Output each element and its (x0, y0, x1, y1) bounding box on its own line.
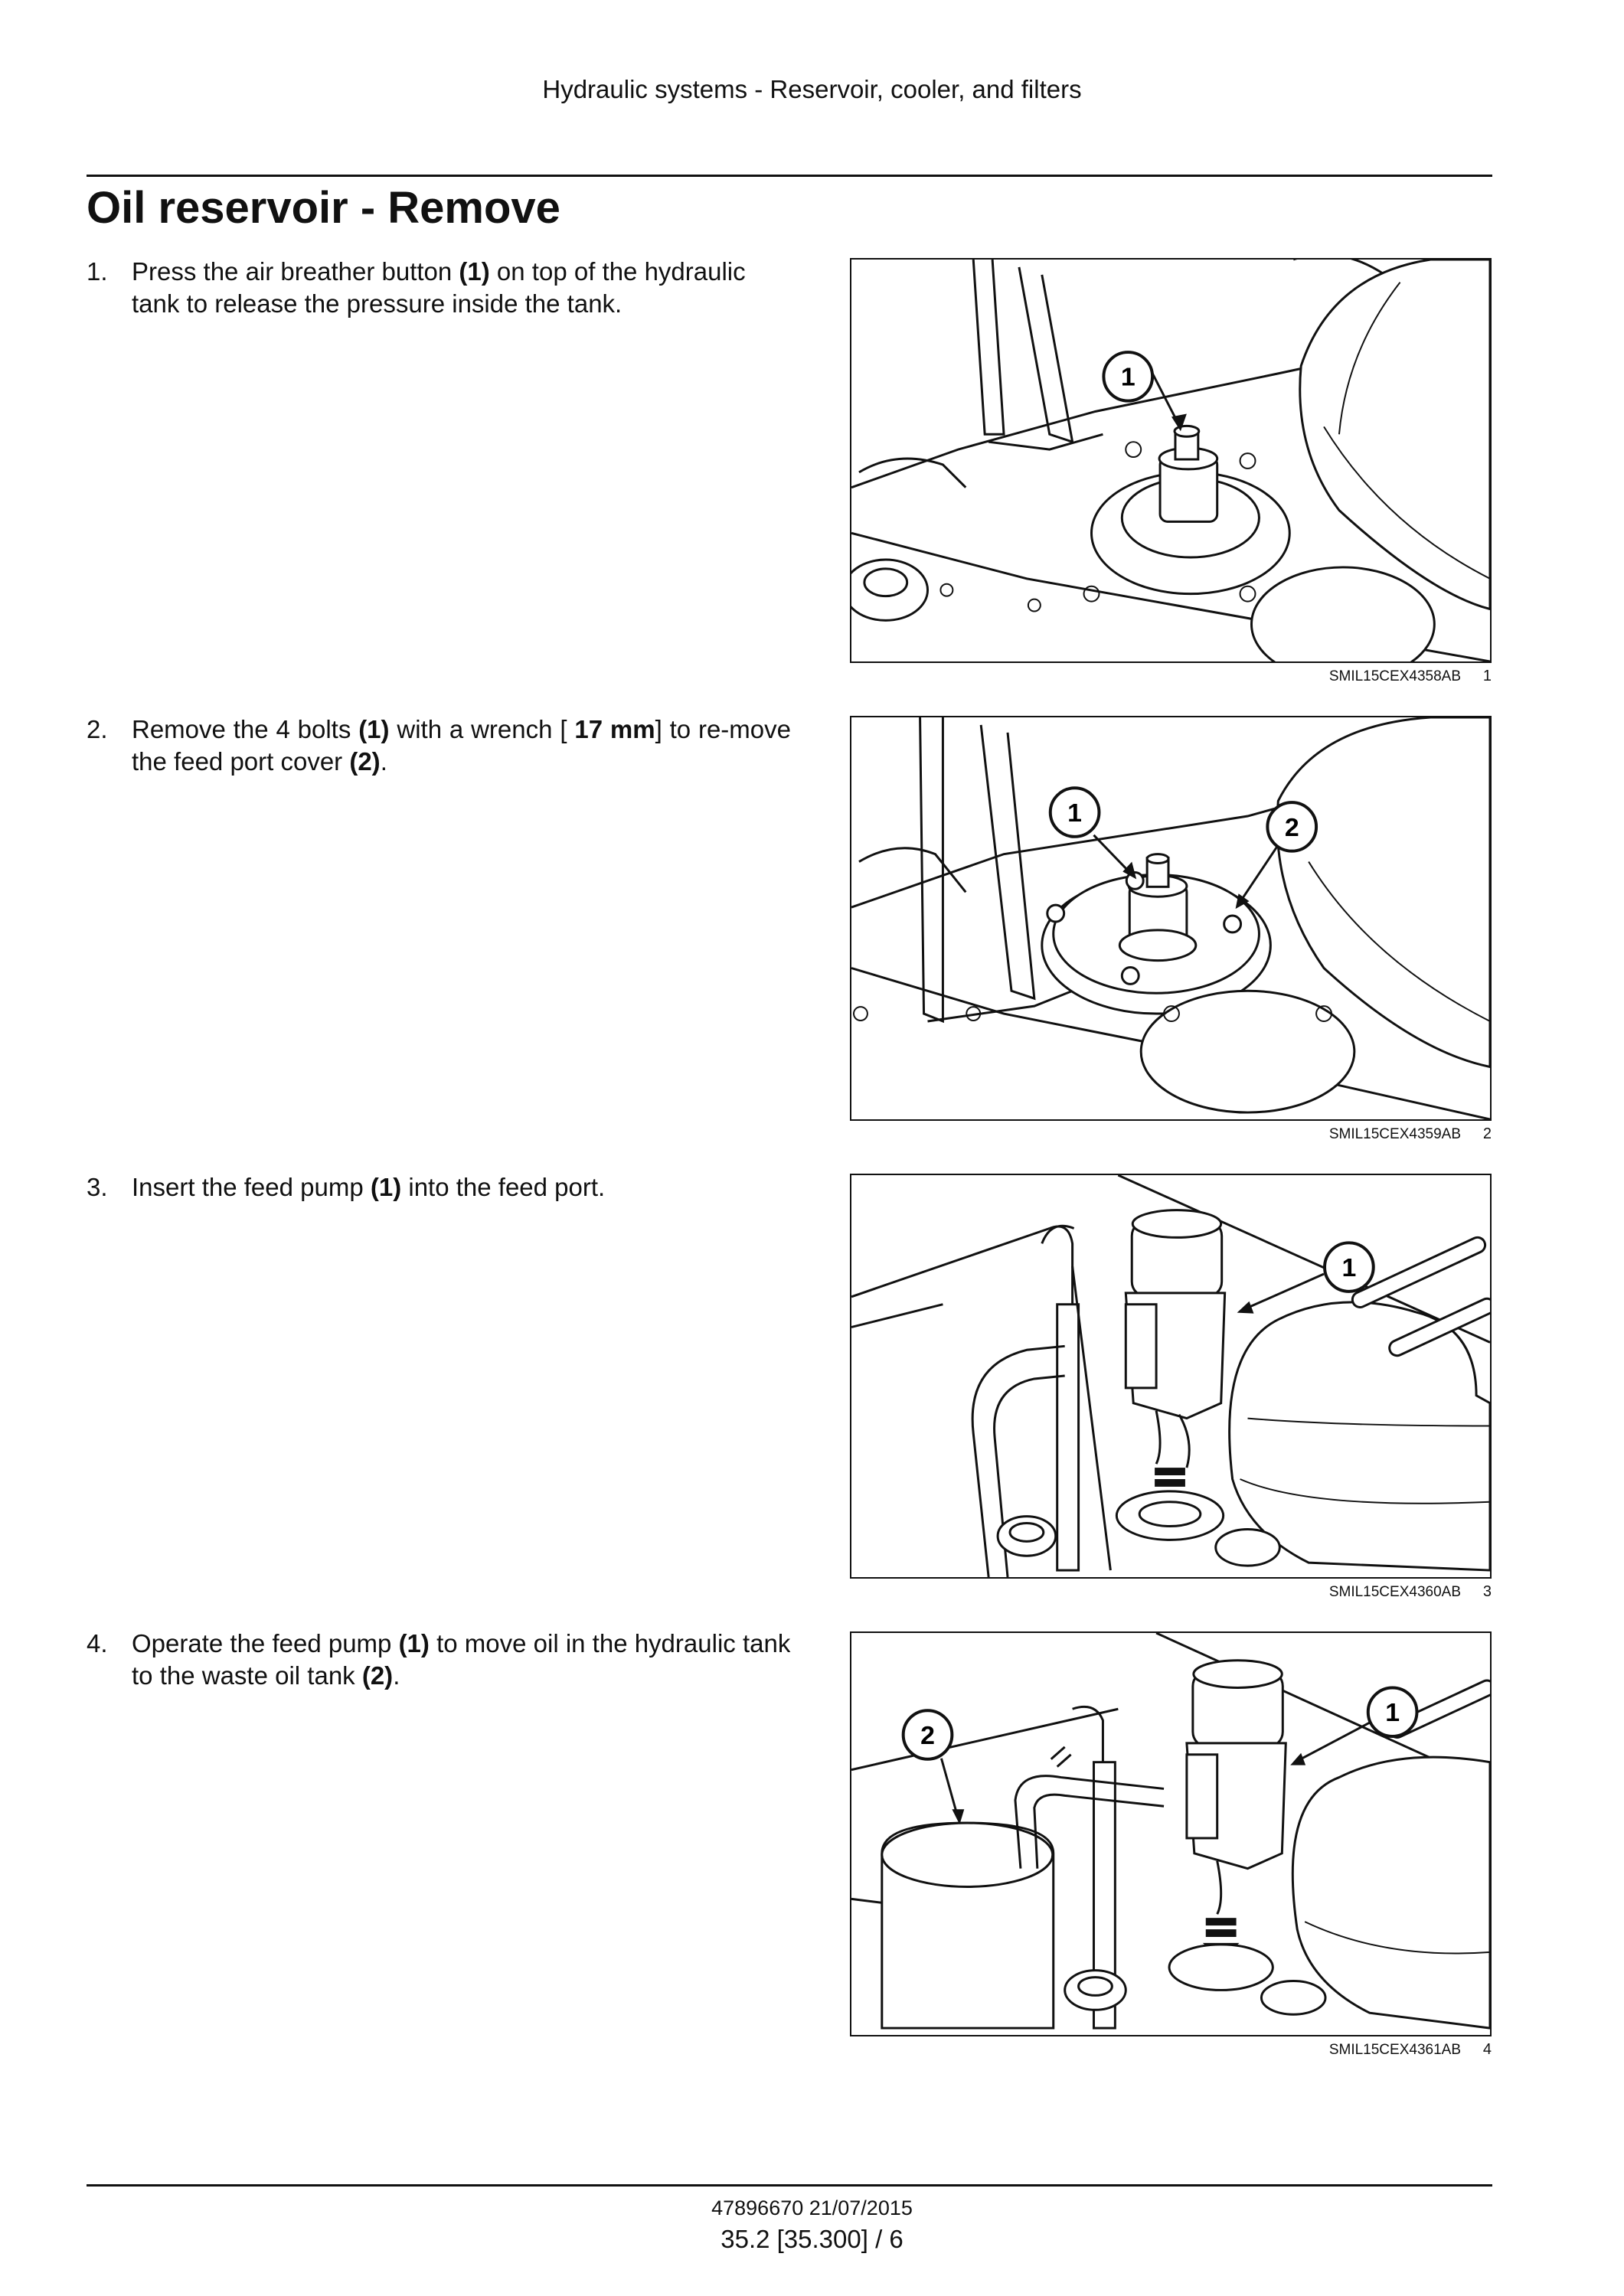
figure-code: SMIL15CEX4358AB (1328, 668, 1461, 684)
figure-code: SMIL15CEX4360AB (1328, 1584, 1461, 1600)
step-number: 4. (87, 1629, 108, 1657)
step-2 (87, 714, 791, 778)
running-header: Hydraulic systems - Reservoir, cooler, and filters (542, 75, 1082, 103)
figure-1-callout-1: 1 (1120, 362, 1135, 392)
header-rule (87, 175, 1492, 177)
figure-1-caption (850, 668, 1492, 685)
figure-3-callout-1: 1 (1341, 1253, 1357, 1282)
figure-4-caption (850, 2041, 1492, 2059)
step-number: 1. (87, 257, 108, 286)
step-1 (87, 256, 791, 320)
figure-3-caption (850, 1583, 1492, 1601)
figure-2-illustration (850, 716, 1492, 1121)
footer-rule (87, 2184, 1492, 2187)
figure-number: 2 (1482, 1125, 1492, 1142)
figure-3-illustration (850, 1174, 1492, 1579)
figure-2-caption (850, 1125, 1492, 1143)
step-3 (87, 1171, 791, 1204)
step-text: Press the air breather button (1) on top of the hydraulic tank to release the pressure inside the tank. (132, 257, 746, 318)
step-text: Insert the feed pump (1) into the feed port. (132, 1173, 606, 1201)
figure-4-callout-1: 1 (1385, 1698, 1400, 1728)
figure-4-callout-2: 2 (920, 1720, 935, 1750)
figure-number: 3 (1482, 1583, 1492, 1600)
figure-2-callout-2: 2 (1284, 812, 1299, 842)
page-title: Oil reservoir - Remove (87, 183, 560, 233)
step-4 (87, 1628, 791, 1692)
step-text: Operate the feed pump (1) to move oil in the hydraulic tank to the waste oil tank (2). (132, 1629, 791, 1690)
step-number: 2. (87, 715, 108, 743)
footer-page-ref: 35.2 [35.300] / 6 (721, 2225, 903, 2253)
step-text: Remove the 4 bolts (1) with a wrench [ 17 mm] to re-move the feed port cover (2). (132, 715, 791, 776)
footer-doc-code: 47896670 21/07/2015 (711, 2196, 913, 2219)
figure-number: 1 (1482, 668, 1492, 684)
step-number: 3. (87, 1173, 108, 1201)
figure-code: SMIL15CEX4361AB (1328, 2042, 1461, 2058)
figure-number: 4 (1482, 2041, 1492, 2058)
figure-1-illustration (850, 258, 1492, 663)
figure-2-callout-1: 1 (1067, 799, 1083, 828)
figure-4-illustration (850, 1631, 1492, 2036)
figure-code: SMIL15CEX4359AB (1328, 1126, 1461, 1142)
